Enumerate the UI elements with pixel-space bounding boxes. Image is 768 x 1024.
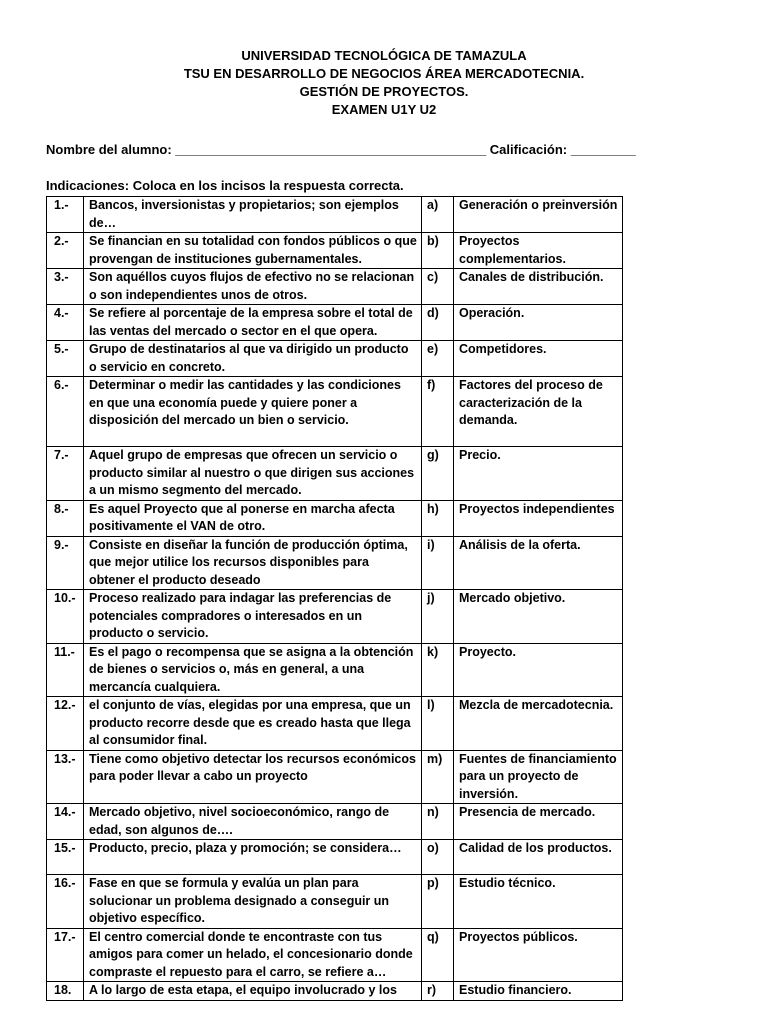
question-text: Proceso realizado para indagar las preferencias de potenciales compradores o interesados en un producto o servicio.	[84, 590, 422, 644]
question-number: 2.-	[47, 233, 84, 269]
question-row	[47, 536, 623, 590]
answer-text: Proyecto.	[454, 643, 623, 697]
instructions-text: Indicaciones: Coloca en los incisos la respuesta correcta.	[46, 178, 404, 193]
answer-text: Presencia de mercado.	[454, 804, 623, 840]
question-number: 8.-	[47, 500, 84, 536]
answer-text: Precio.	[454, 447, 623, 501]
question-row	[47, 643, 623, 697]
question-row	[47, 305, 623, 341]
answer-letter: o)	[422, 840, 454, 875]
answer-letter: n)	[422, 804, 454, 840]
question-row	[47, 750, 623, 804]
answer-letter: m)	[422, 750, 454, 804]
answer-text: Canales de distribución.	[454, 269, 623, 305]
question-row	[47, 377, 623, 447]
question-text: El centro comercial donde te encontraste con tus amigos para comer un helado, el concesionario donde compraste el repuesto para el carro, se refiere a…	[84, 928, 422, 982]
question-text: A lo largo de esta etapa, el equipo involucrado y los	[84, 982, 422, 1001]
question-row	[47, 233, 623, 269]
exam-title: EXAMEN U1Y U2	[331, 102, 437, 117]
question-number: 3.-	[47, 269, 84, 305]
answer-letter: i)	[422, 536, 454, 590]
question-number: 13.-	[47, 750, 84, 804]
question-text: el conjunto de vías, elegidas por una empresa, que un producto recorre desde que es creado hasta que llega al consumidor final.	[84, 697, 422, 751]
question-row	[47, 447, 623, 501]
answer-letter: j)	[422, 590, 454, 644]
answer-letter: d)	[422, 305, 454, 341]
answer-text: Generación o preinversión	[454, 197, 623, 233]
question-row	[47, 500, 623, 536]
answer-letter: e)	[422, 341, 454, 377]
answer-letter: l)	[422, 697, 454, 751]
question-number: 9.-	[47, 536, 84, 590]
answer-text: Mercado objetivo.	[454, 590, 623, 644]
question-text: Es aquel Proyecto que al ponerse en marcha afecta positivamente el VAN de otro.	[84, 500, 422, 536]
question-row	[47, 840, 623, 875]
answer-text: Competidores.	[454, 341, 623, 377]
university-title: UNIVERSIDAD TECNOLÓGICA DE TAMAZULA	[241, 48, 527, 63]
question-text: Se refiere al porcentaje de la empresa sobre el total de las ventas del mercado o sector en el que opera.	[84, 305, 422, 341]
answer-text: Fuentes de financiamiento para un proyecto de inversión.	[454, 750, 623, 804]
answer-letter: h)	[422, 500, 454, 536]
answer-text: Factores del proceso de caracterización de la demanda.	[454, 377, 623, 447]
answer-text: Proyectos públicos.	[454, 928, 623, 982]
question-text: Es el pago o recompensa que se asigna a la obtención de bienes o servicios o, más en general, a una mercancía cualquiera.	[84, 643, 422, 697]
answer-letter: q)	[422, 928, 454, 982]
question-text: Tiene como objetivo detectar los recursos económicos para poder llevar a cabo un proyecto	[84, 750, 422, 804]
question-number: 14.-	[47, 804, 84, 840]
answer-text: Proyectos complementarios.	[454, 233, 623, 269]
question-number: 1.-	[47, 197, 84, 233]
question-row	[47, 341, 623, 377]
answer-letter: g)	[422, 447, 454, 501]
question-row	[47, 197, 623, 233]
question-number: 11.-	[47, 643, 84, 697]
question-row	[47, 875, 623, 929]
question-text: Determinar o medir las cantidades y las condiciones en que una economía puede y quiere poner a disposición del mercado un bien o servicio.	[84, 377, 422, 447]
matching-table	[46, 196, 623, 1001]
question-number: 5.-	[47, 341, 84, 377]
answer-letter: r)	[422, 982, 454, 1001]
document-header	[0, 47, 768, 119]
question-text: Son aquéllos cuyos flujos de efectivo no se relacionan o son independientes unos de otros.	[84, 269, 422, 305]
question-number: 17.-	[47, 928, 84, 982]
answer-letter: k)	[422, 643, 454, 697]
question-number: 16.-	[47, 875, 84, 929]
answer-letter: p)	[422, 875, 454, 929]
question-text: Fase en que se formula y evalúa un plan para solucionar un problema designado a conseguir un objetivo específico.	[84, 875, 422, 929]
course-title: GESTIÓN DE PROYECTOS.	[299, 84, 469, 99]
answer-letter: a)	[422, 197, 454, 233]
student-name-line: Nombre del alumno: ___________________________________________ Calificación: _________	[46, 142, 636, 157]
answer-text: Calidad de los productos.	[454, 840, 623, 875]
program-title: TSU EN DESARROLLO DE NEGOCIOS ÁREA MERCADOTECNIA.	[183, 66, 585, 81]
question-number: 18.	[47, 982, 84, 1001]
matching-table-body	[47, 197, 623, 1001]
answer-text: Operación.	[454, 305, 623, 341]
question-text: Mercado objetivo, nivel socioeconómico, rango de edad, son algunos de….	[84, 804, 422, 840]
answer-letter: b)	[422, 233, 454, 269]
question-text: Bancos, inversionistas y propietarios; son ejemplos de…	[84, 197, 422, 233]
answer-text: Estudio financiero.	[454, 982, 623, 1001]
answer-letter: f)	[422, 377, 454, 447]
answer-letter: c)	[422, 269, 454, 305]
question-number: 7.-	[47, 447, 84, 501]
question-row	[47, 928, 623, 982]
question-row	[47, 269, 623, 305]
answer-text: Proyectos independientes	[454, 500, 623, 536]
question-row	[47, 590, 623, 644]
question-number: 12.-	[47, 697, 84, 751]
question-text: Se financian en su totalidad con fondos públicos o que provengan de instituciones gubernamentales.	[84, 233, 422, 269]
question-row	[47, 697, 623, 751]
question-row	[47, 804, 623, 840]
question-text: Grupo de destinatarios al que va dirigido un producto o servicio en concreto.	[84, 341, 422, 377]
answer-text: Mezcla de mercadotecnia.	[454, 697, 623, 751]
question-row	[47, 982, 623, 1001]
question-text: Aquel grupo de empresas que ofrecen un servicio o producto similar al nuestro o que dirigen sus acciones a un mismo segmento del mercado.	[84, 447, 422, 501]
answer-text: Estudio técnico.	[454, 875, 623, 929]
answer-text: Análisis de la oferta.	[454, 536, 623, 590]
question-text: Consiste en diseñar la función de producción óptima, que mejor utilice los recursos disponibles para obtener el producto deseado	[84, 536, 422, 590]
question-number: 15.-	[47, 840, 84, 875]
question-number: 4.-	[47, 305, 84, 341]
question-text: Producto, precio, plaza y promoción; se considera…	[84, 840, 422, 875]
question-number: 10.-	[47, 590, 84, 644]
question-number: 6.-	[47, 377, 84, 447]
